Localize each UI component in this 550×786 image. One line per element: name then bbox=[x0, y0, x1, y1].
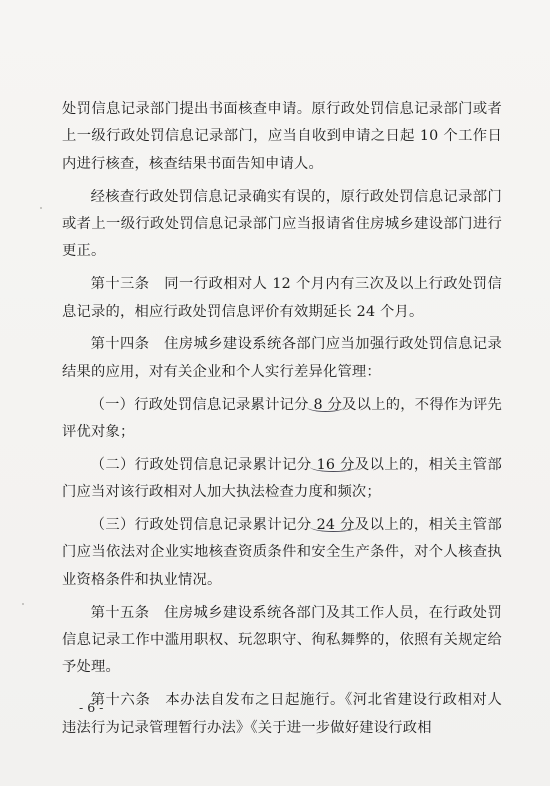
item-1-rest: 及以上的，不得作为评先评优对象； bbox=[62, 396, 502, 441]
item-1-lead: （一）行政处罚信息记录累计记分 bbox=[90, 396, 309, 413]
item-3-lead: （三）行政处罚信息记录累计记分 bbox=[90, 517, 312, 534]
scan-speck bbox=[40, 207, 42, 209]
document-body bbox=[62, 96, 502, 747]
item-3-rest: 及以上的，相关主管部门应当依法对企业实地核查资质条件和安全生产条件，对个人核查执业资格条件和执业情况。 bbox=[62, 517, 503, 588]
scan-speck bbox=[22, 603, 24, 605]
paragraph-article-16: 第十六条 本办法自发布之日起施行。《河北省建设行政相对人违法行为记录管理暂行办法》《关于进一步做好建设行政相 bbox=[62, 692, 502, 736]
paragraph-correction: 经核查行政处罚信息记录确实有误的，原行政处罚信息记录部门或者上一级行政处罚信息记录部门应当报请省住房城乡建设部门进行更正。 bbox=[62, 188, 502, 260]
paragraph-item-1 bbox=[62, 392, 502, 447]
item-3-handwritten-underline-score: 24 分 bbox=[311, 517, 355, 534]
item-2-lead: （二）行政处罚信息记录累计记分 bbox=[90, 456, 312, 473]
item-2-handwritten-underline-score: 16 分 bbox=[311, 456, 355, 473]
item-2-rest: 及以上的，相关主管部门应当对该行政相对人加大执法检查力度和频次； bbox=[62, 456, 503, 501]
paragraph-review-application: 处罚信息记录部门提出书面核查申请。原行政处罚信息记录部门或者上一级行政处罚信息记录部门，应当自收到申请之日起 10 个工作日内进行核查，核查结果书面告知申请人。 bbox=[62, 101, 502, 172]
paragraph-item-3 bbox=[62, 512, 502, 594]
paragraph-item-2 bbox=[62, 452, 502, 507]
paragraph-article-14: 第十四条 住房城乡建设系统各部门应当加强行政处罚信息记录结果的应用，对有关企业和个人实行差异化管理： bbox=[62, 336, 502, 380]
page-number: - 6 - bbox=[79, 700, 104, 715]
paragraph-article-15: 第十五条 住房城乡建设系统各部门及其工作人员，在行政处罚信息记录工作中滥用职权、玩忽职守、徇私舞弊的，依照有关规定给予处理。 bbox=[62, 604, 502, 676]
paragraph-article-13: 第十三条 同一行政相对人 12 个月内有三次及以上行政处罚信息记录的，相应行政处罚信息评价有效期延长 24 个月。 bbox=[62, 276, 502, 320]
item-1-handwritten-underline-score: 8 分 bbox=[308, 396, 343, 413]
